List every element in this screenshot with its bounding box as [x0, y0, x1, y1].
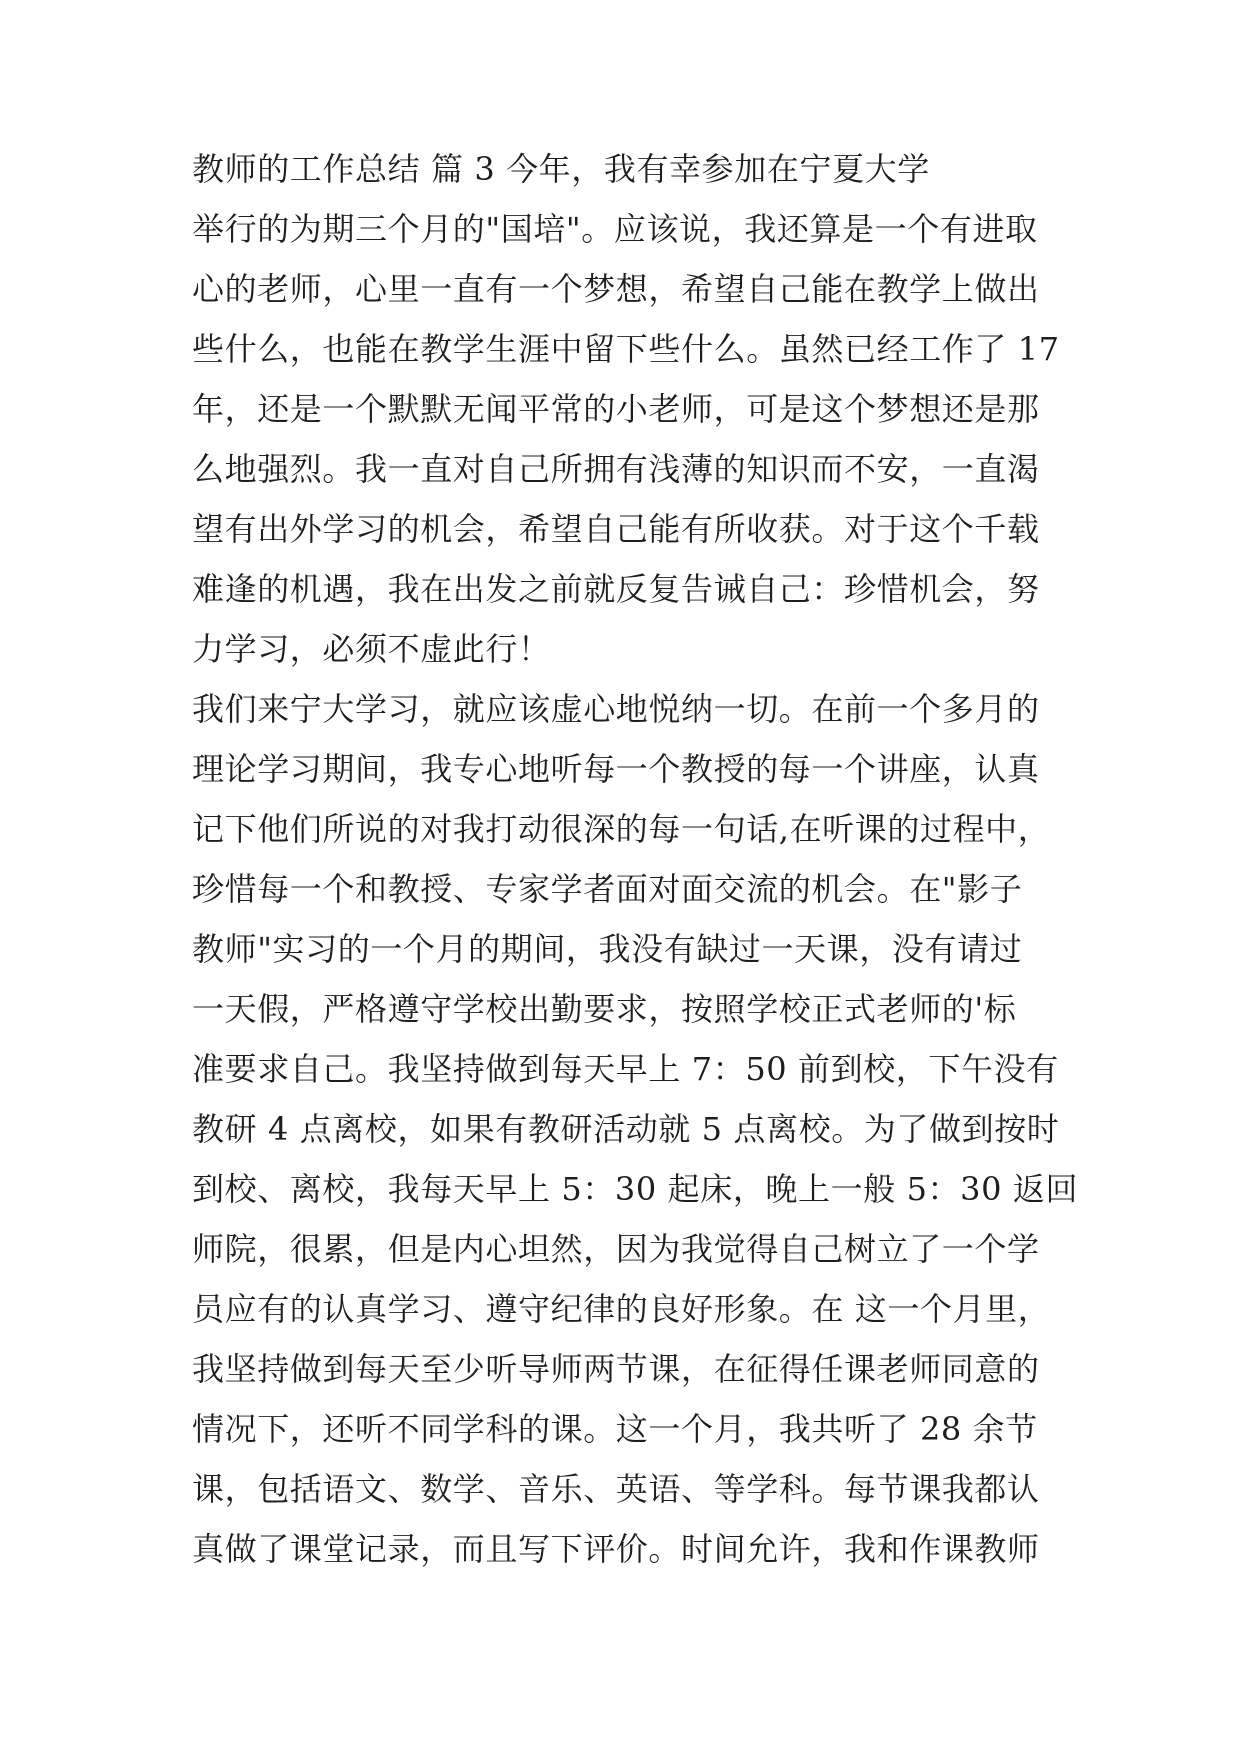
text-line: 师院，很累，但是内心坦然，因为我觉得自己树立了一个学: [192, 1230, 1040, 1268]
text-line: 到校、离校，我每天早上 5：30 起床，晚上一般 5：30 返回: [192, 1170, 1079, 1208]
text-line: 记下他们所说的对我打动很深的每一句话,在听课的过程中，: [192, 810, 1051, 848]
text-line: 准要求自己。我坚持做到每天早上 7：50 前到校，下午没有: [192, 1050, 1059, 1088]
text-line: 教师的工作总结 篇 3 今年，我有幸参加在宁夏大学: [192, 150, 930, 188]
text-line: 课，包括语文、数学、音乐、英语、等学科。每节课我都认: [192, 1470, 1040, 1508]
text-line: 教研 4 点离校，如果有教研活动就 5 点离校。为了做到按时: [192, 1110, 1060, 1148]
text-line: 真做了课堂记录，而且写下评价。时间允许，我和作课教师: [192, 1530, 1040, 1568]
text-line: 心的老师，心里一直有一个梦想，希望自己能在教学上做出: [192, 270, 1040, 308]
text-line: 年，还是一个默默无闻平常的小老师，可是这个梦想还是那: [192, 390, 1040, 428]
text-line: 一天假，严格遵守学校出勤要求，按照学校正式老师的'标: [192, 990, 1017, 1028]
text-line: 理论学习期间，我专心地听每一个教授的每一个讲座，认真: [192, 750, 1040, 788]
text-line: 难逢的机遇，我在出发之前就反复告诫自己：珍惜机会，努: [192, 570, 1040, 608]
text-line: 员应有的认真学习、遵守纪律的良好形象。在 这一个月里，: [192, 1290, 1051, 1328]
text-line: 我坚持做到每天至少听导师两节课，在征得任课老师同意的: [192, 1350, 1040, 1388]
text-line: 我们来宁大学习，就应该虚心地悦纳一切。在前一个多月的: [192, 690, 1040, 728]
text-line: 么地强烈。我一直对自己所拥有浅薄的知识而不安，一直渴: [192, 450, 1040, 488]
text-line: 望有出外学习的机会，希望自己能有所收获。对于这个千载: [192, 510, 1040, 548]
text-line: 教师"实习的一个月的期间，我没有缺过一天课，没有请过: [192, 930, 1023, 968]
text-line: 珍惜每一个和教授、专家学者面对面交流的机会。在"影子: [192, 870, 1023, 908]
text-line: 情况下，还听不同学科的课。这一个月，我共听了 28 余节: [192, 1410, 1038, 1448]
text-line: 力学习，必须不虚此行！: [192, 630, 551, 668]
text-line: 举行的为期三个月的"国培"。应该说，我还算是一个有进取: [192, 210, 1038, 248]
text-line: 些什么，也能在教学生涯中留下些什么。虽然已经工作了 17: [192, 330, 1060, 368]
